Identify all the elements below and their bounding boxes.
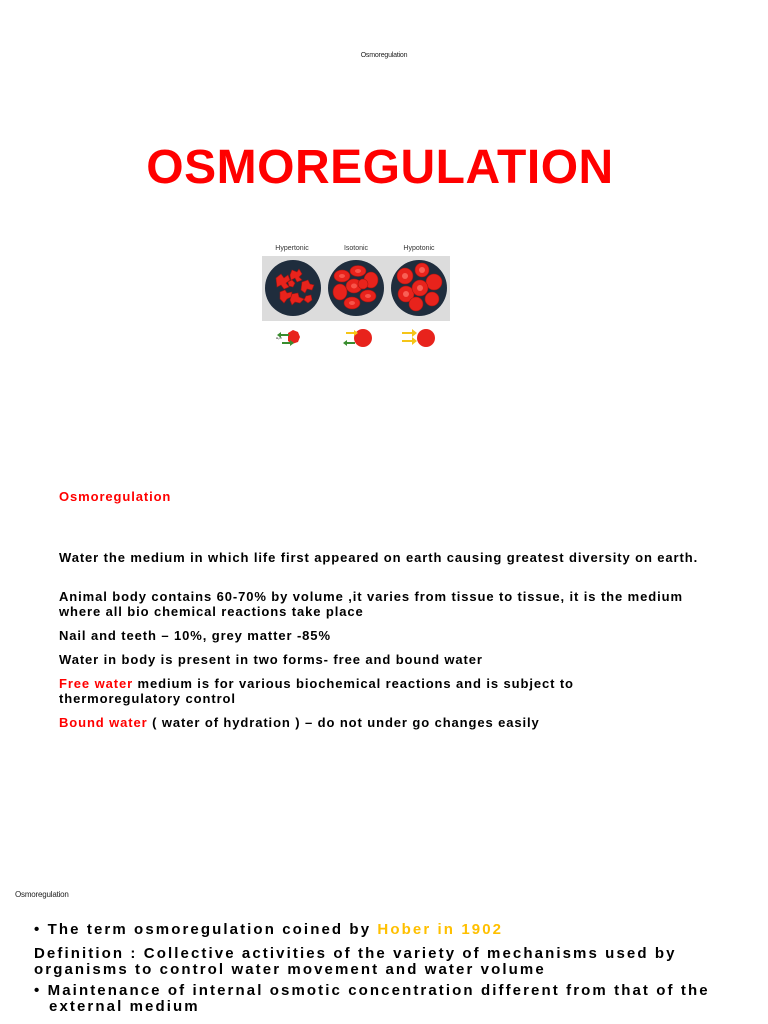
figure-label-hypotonic: Hypotonic — [403, 245, 435, 252]
isotonic-water-flow-icon — [343, 329, 372, 347]
bullet-term-text: The term osmoregulation coined by — [47, 921, 378, 938]
hypertonic-water-flow-icon — [276, 330, 300, 346]
hypertonic-dish — [265, 260, 321, 316]
paragraph-free-water — [59, 676, 699, 706]
page-title: OSMOREGULATION — [146, 141, 614, 194]
free-water-term: Free water — [59, 676, 134, 691]
bullet-marker: • — [34, 921, 42, 938]
bullet-osmotic-concentration — [34, 983, 719, 1015]
page-header: Osmoregulation — [15, 890, 69, 899]
section-heading: Osmoregulation — [59, 489, 172, 504]
paragraph-two-forms: Water in body is present in two forms- free and bound water — [59, 652, 483, 667]
hypotonic-water-flow-icon — [402, 329, 435, 347]
bound-water-description: ( water of hydration ) – do not under go changes easily — [147, 715, 540, 730]
figure-label-isotonic: Isotonic — [343, 245, 369, 252]
molecule-label: H₂O — [276, 336, 282, 340]
bullet-term-coined — [34, 922, 734, 938]
paragraph-water-medium: Water the medium in which life first appeared on earth causing greatest diversity on earth. — [59, 550, 699, 565]
paragraph-animal-body: Animal body contains 60-70% by volume ,it varies from tissue to tissue, it is the medium where all bio chemical reactions take place — [59, 589, 683, 619]
free-water-description: medium is for various biochemical reactions and is subject to thermoregulatory control — [59, 676, 574, 706]
bound-water-term: Bound water — [59, 715, 148, 730]
figure-label-hypertonic: Hypertonic — [275, 245, 309, 252]
red-blood-cells-illustration — [262, 256, 450, 350]
paragraph-bound-water — [59, 715, 719, 730]
definition-paragraph: Definition : Collective activities of the variety of mechanisms used by organisms to control water movement and water volume — [34, 945, 677, 978]
hober-highlight: Hober in 1902 — [377, 921, 504, 938]
isotonic-dish — [328, 260, 384, 316]
paragraph-nail-teeth: Nail and teeth – 10%, grey matter -85% — [59, 628, 331, 643]
hypotonic-dish — [391, 260, 447, 316]
page-header: Osmoregulation — [360, 52, 408, 59]
tonicity-figure — [262, 245, 450, 350]
bullet-marker: • — [34, 982, 42, 999]
bullet-osmotic-text: Maintenance of internal osmotic concentration different from that of the external medium — [47, 982, 710, 1015]
